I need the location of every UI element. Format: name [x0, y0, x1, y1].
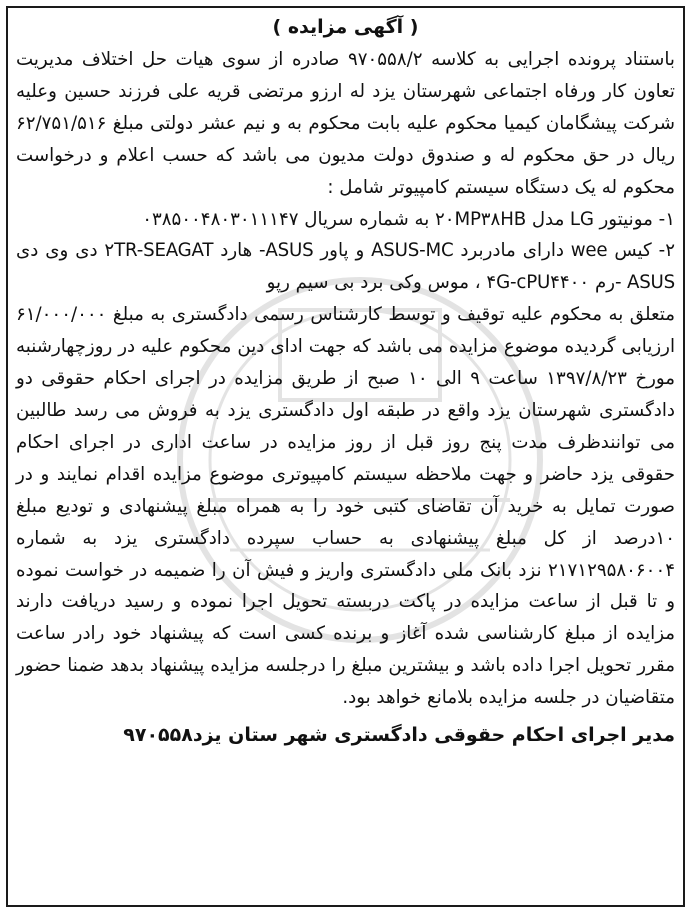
item-monitor: ۱- مونیتور LG مدل ۲۰MP۳۸HB به شماره سریال ۰۳۸۵۰۰۴۸۰۳۰۱۱۱۴۷	[142, 208, 675, 230]
notice-details: متعلق به محکوم علیه توقیف و توسط کارشناس رسمی دادگستری به مبلغ ۶۱/۰۰۰/۰۰۰ ارزیابی گردیده موضوع مزایده می باشد که جهت ادای دین محکوم علیه در روزچهارشنبه مورخ ۱۳۹۷/۸/۲۳ ساعت ۹ الی ۱۰ صبح از طریق مزایده در اجرای احکام حقوقی دو دادگستری شهرستان یزد واقع در طبقه اول دادگستری یزد به فروش می رسد طالبین می توانندظرف مدت پنج روز قبل از روز مزایده در ساعت اداری در اجرای احکام حقوقی یزد حاضر و جهت ملاحظه سیستم کامپیوتری موضوع مزایده اقدام نمایند و در صورت تمایل به خرید آن تقاضای کتبی خود را به همراه مبلغ پیشنهادی و تودیع مبلغ ۱۰درصد از کل مبلغ پیشنهادی به حساب سپرده دادگستری یزد به شماره ۲۱۷۱۲۹۵۸۰۶۰۰۴ نزد بانک ملی دادگستری واریز و فیش آن را ضمیمه در خواست نموده و تا قبل از ساعت مزایده در پاکت دربسته تحویل اجرا نموده و رسید دریافت دارند مزایده از مبلغ کارشناسی شده آغاز و برنده کسی است که پیشنهاد خود رادر ساعت مقرر تحویل اجرا داده باشد و بیشترین مبلغ را درجلسه مزایده پیشنهاد بدهد ضمنا حضور متقاضیان در جلسه مزایده بلامانع خواهد بود.	[16, 304, 675, 709]
notice-title: ( آگهی مزایده )	[272, 16, 419, 38]
item-case: ۲- کیس wee دارای مادربرد ASUS-MC و پاور ASUS- هارد ۲TR-SEAGAT دی وی دی ASUS -رم ۴G-cPU۴۴۰۰ ، موس وکی برد بی سیم رپو	[16, 240, 675, 294]
notice-signature: مدیر اجرای احکام حقوقی دادگستری شهر ستان یزد۹۷۰۵۵۸	[123, 724, 675, 747]
notice-intro: باستناد پرونده اجرایی به کلاسه ۹۷۰۵۵۸/۲ صادره از سوی هیات حل اختلاف مدیریت تعاون کار ورفاه اجتماعی شهرستان یزد له ارزو مرتضی قریه علی فرزند حسین وعلیه شرکت پیشگامان کیمیا محکوم علیه بابت محکوم به و نیم عشر دولتی مبلغ ۶۲/۷۵۱/۵۱۶ ریال در حق محکوم له و صندوق دولت مدیون می باشد که حسب اعلام و درخواست محکوم له یک دستگاه سیستم کامپیوتر شامل :	[16, 49, 675, 198]
notice-content	[16, 12, 675, 752]
